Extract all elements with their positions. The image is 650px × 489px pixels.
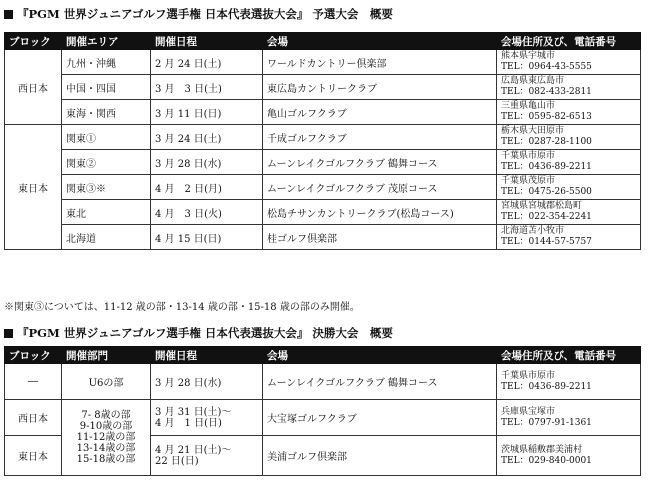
block-cell: 東日本 [5,436,62,476]
venue-cell: 大宝塚ゴルフクラブ [263,400,497,436]
date-cell: 4 月 3 日(火) [151,200,263,225]
col-header-venue: 会場 [263,347,497,364]
area-cell: 九州・沖縄 [62,50,151,75]
col-header-block: ブロック [5,33,62,50]
table-row [5,100,641,125]
table-row [5,75,641,100]
table-row [5,175,641,200]
address-cell: 兵庫県宝塚市 TEL：0797-91-1361 [497,400,641,436]
venue-cell: ムーンレイクゴルフクラブ 鶴舞コース [263,364,497,400]
block-cell: ― [5,364,62,400]
date-cell: 3 月 28 日(水) [151,364,263,400]
area-cell: 関東② [62,150,151,175]
area-cell: 東海・関西 [62,100,151,125]
address-cell: 栃木県大田原市 TEL：0287-28-1100 [497,125,641,150]
col-header-date: 開催日程 [151,33,263,50]
address-cell: 千葉県市原市 TEL：0436-89-2211 [497,364,641,400]
col-header-block: ブロック [5,347,62,364]
venue-cell: 亀山ゴルフクラブ [263,100,497,125]
venue-cell: 桂ゴルフ倶楽部 [263,225,497,250]
table-row [5,364,641,400]
division-cell: U6の部 [62,364,151,400]
col-header-address: 会場住所及び、電話番号 [497,347,641,364]
table-row [5,200,641,225]
block-cell: 西日本 [5,50,62,125]
date-cell: 3 月 11 日(日) [151,100,263,125]
col-header-date: 開催日程 [151,347,263,364]
table-row [5,50,641,75]
date-cell: 3 月 24 日(土) [151,125,263,150]
address-cell: 北海道苫小牧市 TEL：0144-57-5757 [497,225,641,250]
venue-cell: ムーンレイクゴルフクラブ 鶴舞コース [263,150,497,175]
prelim-header-row [5,33,641,50]
footnote: ※関東③については、11-12 歳の部・13-14 歳の部・15-18 歳の部のみ開催。 [4,302,360,313]
prelim-table [4,32,641,250]
date-cell: 3 月 28 日(水) [151,150,263,175]
date-cell: 4 月 21 日(土)～ 22 日(日) [151,436,263,476]
area-cell: 中国・四国 [62,75,151,100]
venue-cell: 東広島カントリークラブ [263,75,497,100]
square-bullet-icon [4,329,13,338]
address-cell: 茨城県稲敷郡美浦村 TEL：029-840-0001 [497,436,641,476]
date-cell: 4 月 2 日(月) [151,175,263,200]
area-cell: 北海道 [62,225,151,250]
venue-cell: 千成ゴルフクラブ [263,125,497,150]
table-row [5,225,641,250]
address-cell: 千葉県茂原市 TEL：0475-26-5500 [497,175,641,200]
col-header-area: 開催エリア [62,33,151,50]
venue-cell: 美浦ゴルフ倶楽部 [263,436,497,476]
col-header-address: 会場住所及び、電話番号 [497,33,641,50]
address-cell: 宮城県宮城郡松島町 TEL：022-354-2241 [497,200,641,225]
table-row [5,400,641,436]
division-cell: 7- 8歳の部 9-10歳の部 11-12歳の部 13-14歳の部 15-18歳の部 [62,400,151,476]
venue-cell: ムーンレイクゴルフクラブ 茂原コース [263,175,497,200]
date-cell: 3 月 31 日(土)～ 4 月 1 日(日) [151,400,263,436]
square-bullet-icon [4,10,13,19]
final-table [4,346,641,476]
block-cell: 東日本 [5,125,62,250]
area-cell: 関東③※ [62,175,151,200]
address-cell: 広島県東広島市 TEL：082-433-2811 [497,75,641,100]
date-cell: 4 月 15 日(日) [151,225,263,250]
venue-cell: ワールドカントリー倶楽部 [263,50,497,75]
date-cell: 2 月 24 日(土) [151,50,263,75]
address-cell: 三重県亀山市 TEL：0595-82-6513 [497,100,641,125]
block-cell: 西日本 [5,400,62,436]
address-cell: 熊本県宇城市 TEL：0964-43-5555 [497,50,641,75]
table-row [5,125,641,150]
prelim-title: 『PGM 世界ジュニアゴルフ選手権 日本代表選抜大会』 予選大会 概要 [4,6,393,22]
date-cell: 3 月 3 日(土) [151,75,263,100]
table-row [5,150,641,175]
final-header-row [5,347,641,364]
area-cell: 関東① [62,125,151,150]
venue-cell: 松島チサンカントリークラブ(松島コース) [263,200,497,225]
address-cell: 千葉県市原市 TEL：0436-89-2211 [497,150,641,175]
final-title: 『PGM 世界ジュニアゴルフ選手権 日本代表選抜大会』 決勝大会 概要 [4,325,393,341]
col-header-venue: 会場 [263,33,497,50]
col-header-division: 開催部門 [62,347,151,364]
area-cell: 東北 [62,200,151,225]
